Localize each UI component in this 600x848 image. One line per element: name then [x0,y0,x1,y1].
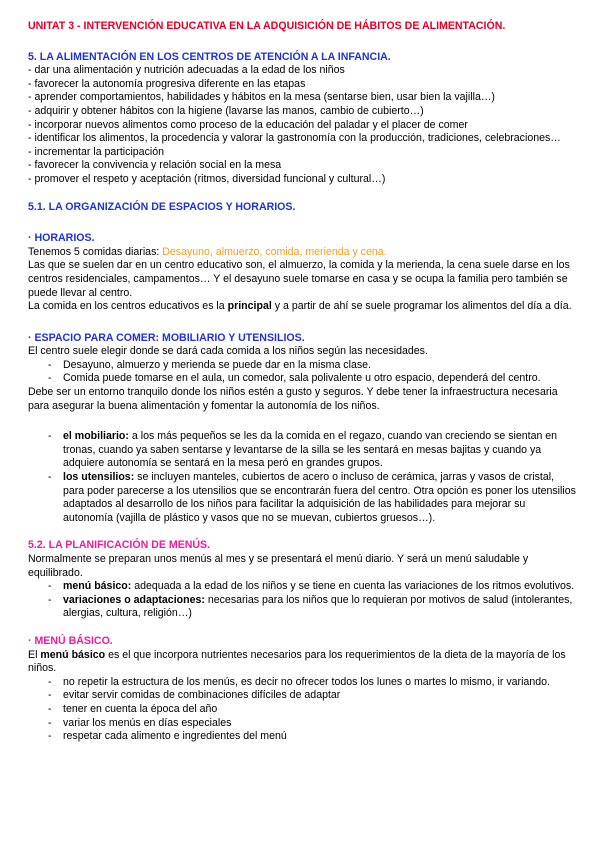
menus-paragraph: Normalmente se preparan unos menús al mes y se presentará el menú diario. Y será un menú saludable y equilibrado. [28,553,529,579]
espacio-heading: · ESPACIO PARA COMER: MOBILIARIO Y UTENSILIOS. [28,331,305,344]
principal-paragraph [28,300,578,314]
list-item: - Comida puede tomarse en el aula, un comedor, sala polivalente u otro espacio, dependerá del centro. [28,372,578,386]
menu-basico-text: adequada a la edad de los niños y se tiene en cuenta las variaciones de los ritmos evolutivos. [131,580,575,593]
list-item: - favorecer la autonomía progresiva diferente en las etapas [28,77,306,90]
section-5-1-heading: 5.1. LA ORGANIZACIÓN DE ESPACIOS Y HORARIOS. [28,200,296,213]
list-item [28,594,578,621]
mobiliario-list [28,430,578,525]
section-5-2-heading: 5.2. LA PLANIFICACIÓN DE MENÚS. [28,539,211,552]
comidas-line [28,246,578,260]
espacio-list [28,359,578,386]
list-item: - dar una alimentación y nutrición adecuadas a la edad de los niños [28,64,345,77]
list-item [28,580,578,594]
variaciones-bold: variaciones o adaptaciones: [63,593,205,606]
list-item: - identificar los alimentos, la procedencia y valorar la gastronomía con la producción, tradiciones, celebraciones… [28,132,561,145]
principal-text-b: y a partir de ahí se suele programar los alimentos del día a día. [271,300,572,313]
list-item: - incorporar nuevos alimentos como proceso de la educación del paladar y el placer de comer [28,118,468,131]
variaciones-text: necesarias para los niños que lo requieran por motivos de salud (intolerantes, alergias, cultura, religión…) [63,593,573,620]
menu-basico-bold: menú básico: [63,580,132,593]
list-item [28,471,578,525]
section-5-list [28,64,578,186]
list-item [28,430,578,471]
list-item: - incrementar la participación [28,145,165,158]
utensilios-text: se incluyen manteles, cubiertos de acero o incluso de cerámica, jarras y vasos de cristal, para poder parecerse a los utensilios que se encontrarán fuera del centro. Otra opción es poner los utensilios adaptados al desarrollo de los niños para facilitar la adquisición de las habilidades para mejorar su autonomía (vajilla de plástico y vasos que no se muevan, cubiertos gruesos…). [63,471,576,524]
list-item: - aprender comportamientos, habilidades y hábitos en la mesa (sentarse bien, usar bien la vajilla…) [28,91,495,104]
menu-basico-heading: · MENÚ BÁSICO. [28,634,113,647]
document-page [28,20,578,744]
list-item: - no repetir la estructura de los menús, es decir no ofrecer todos los lunes o martes lo mismo, ir variando. [28,676,578,690]
principal-bold: principal [227,300,272,313]
menus-list [28,580,578,621]
menu-basico-paragraph [28,649,578,676]
menu-bold: menú básico [40,648,106,661]
list-item: - favorecer la convivencia y relación social en la mesa [28,159,282,172]
espacio-paragraph-1: El centro suele elegir donde se dará cada comida a los niños según las necesidades. [28,345,428,358]
menu-basico-list [28,676,578,744]
comidas-list: Desayuno, almuerzo, comida, merienda y cena. [162,245,387,258]
mobiliario-bold: el mobiliario: [63,430,129,443]
list-item: - tener en cuenta la época del año [28,703,578,717]
mobiliario-text: a los más pequeños se les da la comida en el regazo, cuando van creciendo se sientan en tronas, cuando ya saben sentarse y levantarse de la silla se les sentará en mesas bajitas y cuando ya adquiere autonomía se sentará en la mesa peró en grandes grupos. [63,430,558,470]
list-item: - adquirir y obtener hábitos con la higiene (lavarse las manos, cambio de cubierto…) [28,104,424,117]
utensilios-bold: los utensilios: [63,471,135,484]
list-item: - respetar cada alimento e ingredientes del menú [28,730,578,744]
list-item: - Desayuno, almuerzo y merienda se puede dar en la misma clase. [28,359,578,373]
document-title: UNITAT 3 - INTERVENCIÓN EDUCATIVA EN LA ADQUISICIÓN DE HÁBITOS DE ALIMENTACIÓN. [28,20,506,32]
list-item: - variar los menús en días especiales [28,717,578,731]
section-5-heading: 5. LA ALIMENTACIÓN EN LOS CENTROS DE ATENCIÓN A LA INFANCIA. [28,50,391,63]
menu-text-a: El [28,648,41,661]
horarios-heading: · HORARIOS. [28,232,95,245]
espacio-paragraph-2: Debe ser un entorno tranquilo donde los niños estén a gusto y seguros. Y debe tener la infraestructura necesaria para asegurar la buena alimentación y fomentar la autonomía de los niños. [28,386,558,412]
menu-text-b: es el que incorpora nutrientes necesarios para los requerimientos de la dieta de la mayoría de los niños. [28,648,566,675]
horarios-paragraph: Las que se suelen dar en un centro educativo son, el almuerzo, la comida y la merienda, la cena suele darse en los centros residenciales, campamentos… Y el desayuno suele tomarse en casa y se ocupa la familia pero también se puede llevar al centro. [28,259,570,299]
principal-text-a: La comida en los centros educativos es la [28,300,228,313]
list-item: - promover el respeto y aceptación (ritmos, diversidad funcional y cultural…) [28,172,386,185]
list-item: - evitar servir comidas de combinaciones difíciles de adaptar [28,689,578,703]
comidas-prefix: Tenemos 5 comidas diarias: [28,245,163,258]
